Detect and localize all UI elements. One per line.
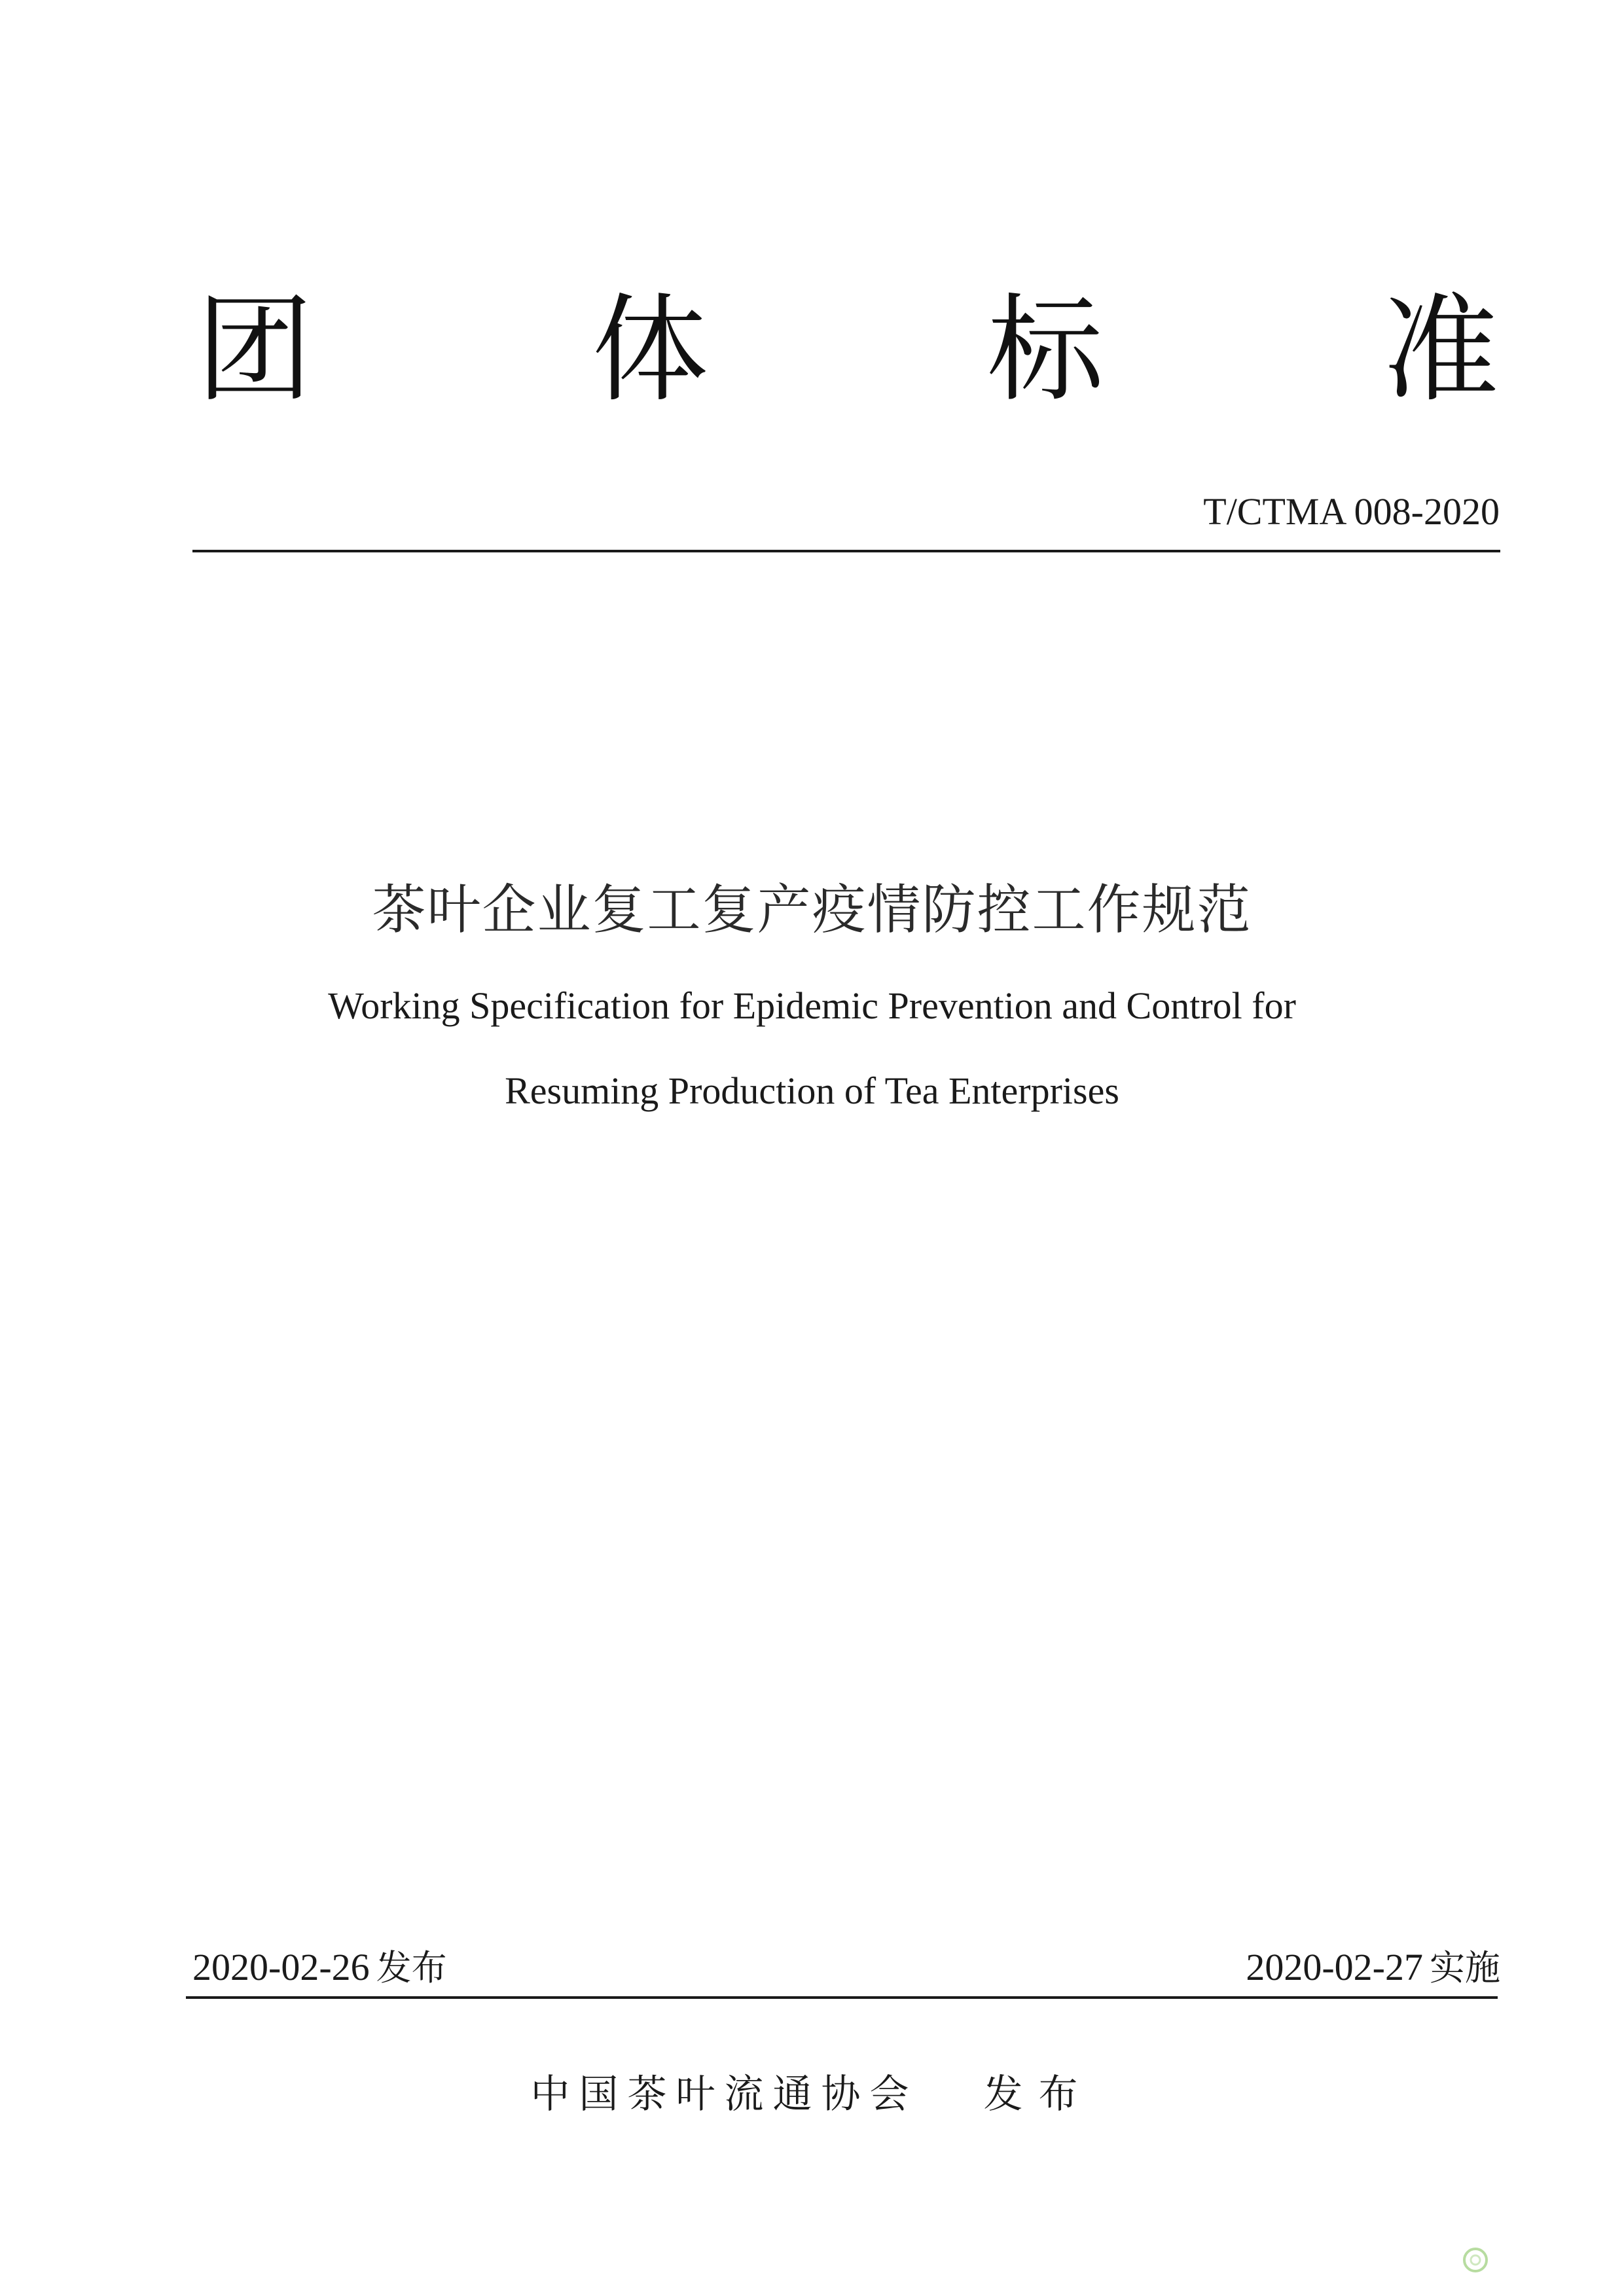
- heading-char: 准: [1382, 282, 1499, 418]
- standard-code: T/CTMA 008-2020: [1203, 490, 1500, 533]
- issue-date: 2020-02-26: [192, 1946, 370, 1988]
- issue-date-block: [192, 1948, 447, 1986]
- effective-date: 2020-02-27: [1246, 1946, 1423, 1988]
- bottom-divider: [186, 1996, 1498, 1999]
- publisher-name: 中国茶叶流通协会: [530, 2072, 918, 2117]
- title-english-line-1: Working Specification for Epidemic Prevention and Control for: [328, 984, 1296, 1027]
- document-category-heading: [196, 281, 1499, 419]
- title-chinese: 茶叶企业复工复产疫情防控工作规范: [372, 879, 1252, 941]
- issue-label: 发布: [376, 1947, 447, 1988]
- heading-char: 团: [196, 282, 313, 418]
- heading-char: 体: [592, 282, 708, 418]
- top-divider: [192, 550, 1500, 552]
- publisher-verb: 发布: [983, 2072, 1094, 2117]
- effective-label: 实施: [1430, 1947, 1500, 1988]
- heading-char: 标: [987, 282, 1104, 418]
- date-row: [192, 1934, 1500, 1986]
- effective-date-block: [1246, 1948, 1500, 1986]
- green-circle-watermark-icon: [1462, 2246, 1489, 2274]
- title-english-line-2: Resuming Production of Tea Enterprises: [505, 1069, 1119, 1112]
- publisher-line: [0, 2072, 1624, 2117]
